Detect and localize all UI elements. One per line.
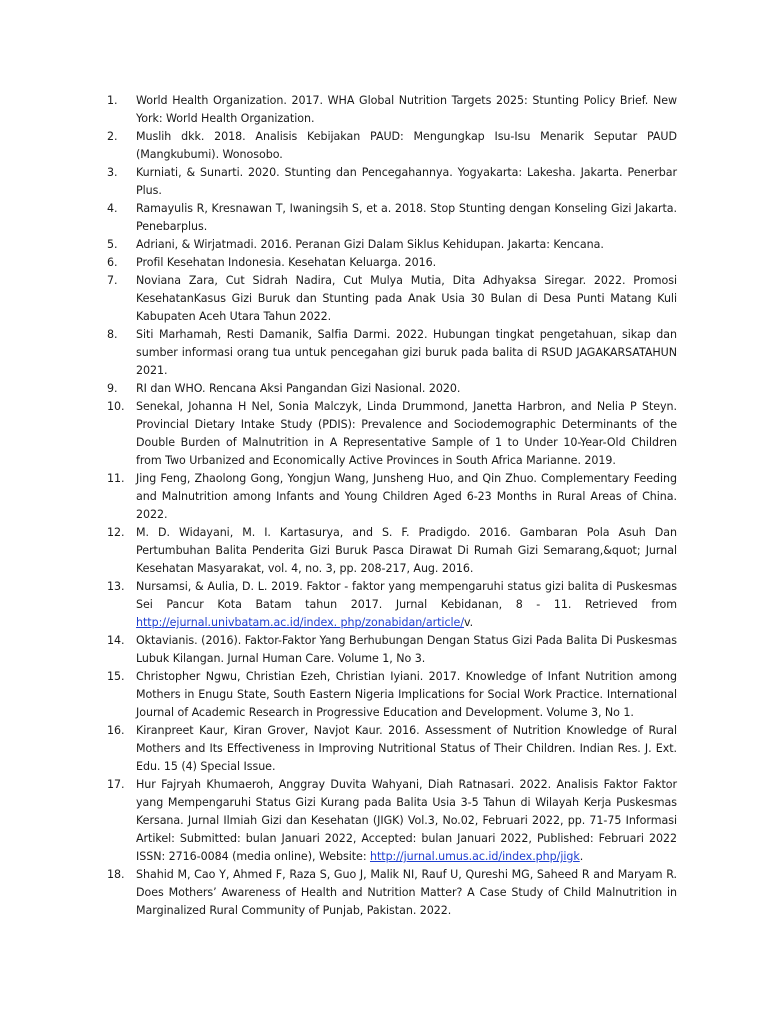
reference-item — [107, 722, 677, 776]
reference-number: 17. — [107, 778, 125, 791]
reference-number: 1. — [107, 94, 118, 107]
reference-number: 10. — [107, 400, 125, 413]
reference-text-segment: Kurniati, & Sunarti. 2020. Stunting dan Pencegahannya. Yogyakarta: Lakesha. Jakarta. Penerbar Plus. — [136, 166, 677, 197]
reference-number: 3. — [107, 166, 118, 179]
reference-item — [107, 866, 677, 920]
reference-number: 5. — [107, 238, 118, 251]
reference-number: 6. — [107, 256, 118, 269]
reference-text-segment: . — [579, 850, 584, 863]
reference-text — [136, 380, 677, 398]
reference-number: 11. — [107, 472, 125, 485]
reference-item — [107, 326, 677, 380]
reference-number: 2. — [107, 130, 118, 143]
reference-text-segment: World Health Organization. 2017. WHA Global Nutrition Targets 2025: Stunting Policy Brief. New York: World Health Organization. — [136, 94, 677, 125]
reference-text-segment: Profil Kesehatan Indonesia. Kesehatan Keluarga. 2016. — [136, 256, 437, 269]
reference-text-segment: Noviana Zara, Cut Sidrah Nadira, Cut Mulya Mutia, Dita Adhyaksa Siregar. 2022. Promosi KesehatanKasus Gizi Buruk dan Stunting pada Anak Usia 30 Bulan di Desa Punti Matang Kuli Kabupaten Aceh Utara Tahun 2022. — [136, 274, 677, 323]
reference-text-segment: Ramayulis R, Kresnawan T, Iwaningsih S, et a. 2018. Stop Stunting dengan Konseling Gizi Jakarta. Penebarplus. — [136, 202, 677, 233]
reference-text-segment: Siti Marhamah, Resti Damanik, Salfia Darmi. 2022. Hubungan tingkat pengetahuan, sikap dan sumber informasi orang tua untuk pencegahan gizi buruk pada balita di RSUD JAGAKARSATAHUN 2021. — [136, 328, 677, 377]
reference-item — [107, 128, 677, 164]
reference-number: 16. — [107, 724, 125, 737]
reference-number: 8. — [107, 328, 118, 341]
reference-item — [107, 524, 677, 578]
reference-text — [136, 92, 677, 128]
reference-number: 14. — [107, 634, 125, 647]
reference-text — [136, 128, 677, 164]
reference-number: 9. — [107, 382, 118, 395]
reference-item — [107, 632, 677, 668]
reference-text — [136, 470, 677, 524]
reference-item — [107, 164, 677, 200]
reference-text — [136, 578, 677, 632]
reference-item — [107, 578, 677, 632]
reference-text-segment: Jing Feng, Zhaolong Gong, Yongjun Wang, Junsheng Huo, and Qin Zhuo. Complementary Feeding and Malnutrition among Infants and Young Children Aged 6-23 Months in Rural Areas of China. 2022. — [136, 472, 677, 521]
reference-number: 7. — [107, 274, 118, 287]
reference-text-segment: Senekal, Johanna H Nel, Sonia Malczyk, Linda Drummond, Janetta Harbron, and Nelia P Steyn. Provincial Dietary Intake Study (PDIS): Prevalence and Sociodemographic Determinants of the Double Burden of Malnutrition in A Representative Sample of 1 to Under 10-Year-Old Children from Two Urbanized and Economically Active Provinces in South Africa Marianne. 2019. — [136, 400, 677, 467]
reference-item — [107, 236, 677, 254]
reference-text-segment: Muslih dkk. 2018. Analisis Kebijakan PAUD: Mengungkap Isu-Isu Menarik Seputar PAUD (Mangkubumi). Wonosobo. — [136, 130, 677, 161]
reference-item — [107, 254, 677, 272]
reference-number: 15. — [107, 670, 125, 683]
reference-text — [136, 200, 677, 236]
reference-text-segment: Oktavianis. (2016). Faktor-Faktor Yang Berhubungan Dengan Status Gizi Pada Balita Di Puskesmas Lubuk Kilangan. Jurnal Human Care. Volume 1, No 3. — [136, 634, 677, 665]
reference-link[interactable]: http://jurnal.umus.ac.id/index.php/jigk — [369, 850, 580, 863]
reference-item — [107, 272, 677, 326]
reference-item — [107, 470, 677, 524]
reference-number: 13. — [107, 580, 125, 593]
reference-item — [107, 398, 677, 470]
reference-number: 4. — [107, 202, 118, 215]
reference-link[interactable]: http://ejurnal.univbatam.ac.id/index. php/zonabidan/article/ — [136, 616, 465, 629]
reference-text — [136, 254, 677, 272]
reference-text — [136, 722, 677, 776]
reference-text — [136, 164, 677, 200]
reference-text — [136, 668, 677, 722]
reference-item — [107, 776, 677, 866]
reference-text-segment: Kiranpreet Kaur, Kiran Grover, Navjot Kaur. 2016. Assessment of Nutrition Knowledge of Rural Mothers and Its Effectiveness in Improving Nutritional Status of Their Children. Indian Res. J. Ext. Edu. 15 (4) Special Issue. — [136, 724, 677, 773]
reference-list — [107, 92, 677, 920]
reference-text — [136, 524, 677, 578]
reference-number: 12. — [107, 526, 125, 539]
reference-text-segment: Christopher Ngwu, Christian Ezeh, Christian Iyiani. 2017. Knowledge of Infant Nutrition among Mothers in Enugu State, South Eastern Nigeria Implications for Social Work Practice. International Journal of Academic Research in Progressive Education and Development. Volume 3, No 1. — [136, 670, 677, 719]
reference-text — [136, 272, 677, 326]
reference-text-segment: Nursamsi, & Aulia, D. L. 2019. Faktor - faktor yang mempengaruhi status gizi balita di Puskesmas Sei Pancur Kota Batam tahun 2017. Jurnal Kebidanan, 8 - 11. Retrieved from — [136, 580, 677, 611]
reference-text-segment: Hur Fajryah Khumaeroh, Anggray Duvita Wahyani, Diah Ratnasari. 2022. Analisis Faktor Faktor yang Mempengaruhi Status Gizi Kurang pada Balita Usia 3-5 Tahun di Wilayah Kerja Puskesmas Kersana. Jurnal Ilmiah Gizi dan Kesehatan (JIGK) Vol.3, No.02, Februari 2022, pp. 71-75 Informasi Artikel: Submitted: bulan Januari 2022, Accepted: bulan Januari 2022, Published: Februari 2022 ISSN: 2716-0084 (media online), Website: — [136, 778, 677, 863]
reference-item — [107, 668, 677, 722]
reference-text — [136, 326, 677, 380]
reference-text — [136, 398, 677, 470]
reference-number: 18. — [107, 868, 125, 881]
reference-text — [136, 236, 677, 254]
reference-text — [136, 776, 677, 866]
reference-text-segment: Adriani, & Wirjatmadi. 2016. Peranan Gizi Dalam Siklus Kehidupan. Jakarta: Kencana. — [136, 238, 604, 251]
reference-item — [107, 380, 677, 398]
reference-text-segment: Shahid M, Cao Y, Ahmed F, Raza S, Guo J, Malik NI, Rauf U, Qureshi MG, Saheed R and Maryam R. Does Mothers’ Awareness of Health and Nutrition Matter? A Case Study of Child Malnutrition in Marginalized Rural Community of Punjab, Pakistan. 2022. — [136, 868, 677, 917]
reference-text-segment: M. D. Widayani, M. I. Kartasurya, and S. F. Pradigdo. 2016. Gambaran Pola Asuh Dan Pertumbuhan Balita Penderita Gizi Buruk Pasca Dirawat Di Rumah Gizi Semarang,&quot; Jurnal Kesehatan Masyarakat, vol. 4, no. 3, pp. 208-217, Aug. 2016. — [136, 526, 677, 575]
reference-item — [107, 92, 677, 128]
reference-text-segment: RI dan WHO. Rencana Aksi Pangandan Gizi Nasional. 2020. — [136, 382, 461, 395]
reference-text — [136, 866, 677, 920]
reference-item — [107, 200, 677, 236]
reference-text-segment: v. — [464, 616, 474, 629]
reference-text — [136, 632, 677, 668]
